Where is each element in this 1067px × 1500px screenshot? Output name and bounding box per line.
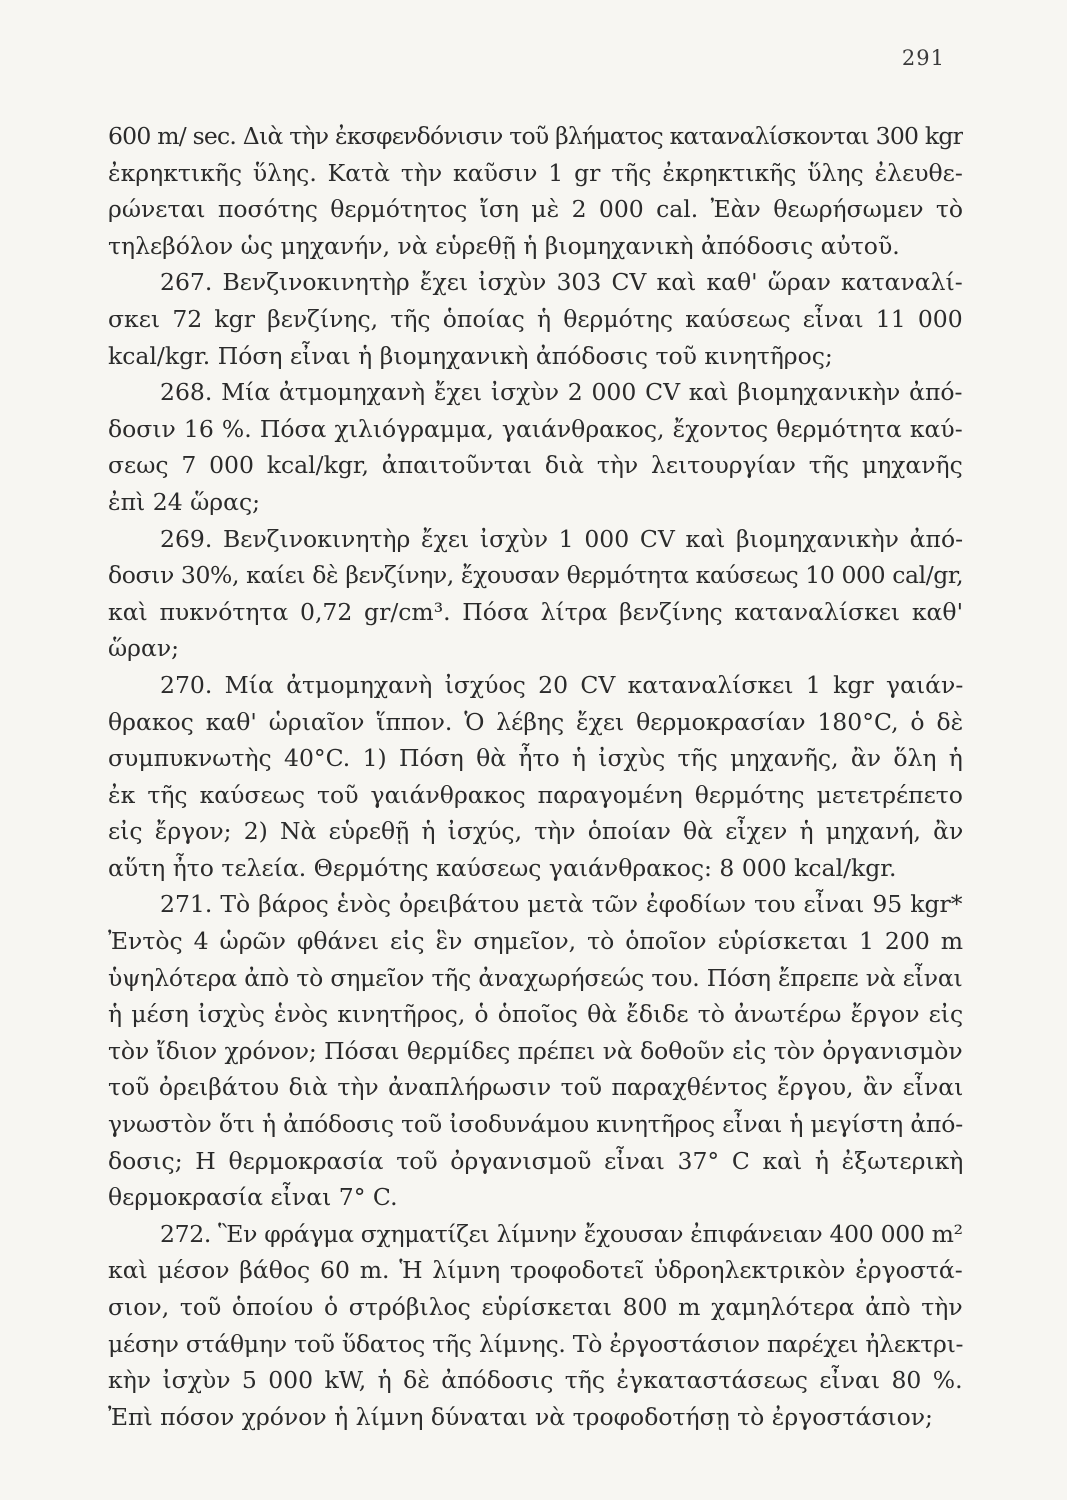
text-line: σεως 7 000 kcal/kgr, ἀπαιτοῦνται διὰ τὴν λειτουργίαν τῆς μηχανῆς [108,451,963,480]
paragraph-continuation [108,118,963,264]
text-line: kcal/kgr. Πόση εἶναι ἡ βιομηχανικὴ ἀπόδοσις τοῦ κινητῆρος; [108,341,833,370]
paragraph-problem-271 [108,886,963,1215]
text-line: 267. Βενζινοκινητὴρ ἔχει ἰσχὺν 303 CV καὶ καθ' ὥραν καταναλί- [160,268,963,297]
text-line: Ἐντὸς 4 ὡρῶν φθάνει εἰς ἓν σημεῖον, τὸ ὁποῖον εὑρίσκεται 1 200 m [108,927,963,956]
text-line: εἰς ἔργον; 2) Νὰ εὑρεθῇ ἡ ἰσχύς, τὴν ὁποίαν θὰ εἶχεν ἡ μηχανή, ἂν [108,817,963,846]
text-line: καὶ πυκνότητα 0,72 gr/cm³. Πόσα λίτρα βενζίνης καταναλίσκει καθ' [108,597,963,626]
text-line: σιον, τοῦ ὁποίου ὁ στρόβιλος εὑρίσκεται 800 m χαμηλότερα ἀπὸ τὴν [108,1293,963,1321]
text-line: ρώνεται ποσότης θερμότητος ἴση μὲ 2 000 cal. Ἐὰν θεωρήσωμεν τὸ [108,195,963,224]
paragraph-problem-272 [108,1216,963,1436]
text-line: γνωστὸν ὅτι ἡ ἀπόδοσις τοῦ ἰσοδυνάμου κινητῆρος εἶναι ἡ μεγίστη ἀπό- [108,1110,963,1139]
text-line: ὥραν; [108,634,180,663]
text-line: ἐκρηκτικῆς ὕλης. Κατὰ τὴν καῦσιν 1 gr τῆς ἐκρηκτικῆς ὕλης ἐλευθε- [108,158,963,187]
text-line: δοσις; Η θερμοκρασία τοῦ ὀργανισμοῦ εἶναι 37° C καὶ ἡ ἐξωτερικὴ [108,1146,963,1175]
text-line: 269. Βενζινοκινητὴρ ἔχει ἰσχὺν 1 000 CV καὶ βιομηχανικὴν ἀπό- [160,524,963,553]
text-line: ὑψηλότερα ἀπὸ τὸ σημεῖον τῆς ἀναχωρήσεώς του. Πόση ἔπρεπε νὰ εἶναι [108,963,963,992]
text-line: δοσιν 30%, καίει δὲ βενζίνην, ἔχουσαν θερμότητα καύσεως 10 000 cal/gr, [108,561,963,590]
text-line: αὕτη ἦτο τελεία. Θερμότης καύσεως γαιάνθρακος: 8 000 kcal/kgr. [108,853,897,882]
text-line: ἐπὶ 24 ὥρας; [108,487,261,516]
text-line: τὸν ἴδιον χρόνον; Πόσαι θερμίδες πρέπει νὰ δοθοῦν εἰς τὸν ὀργανισμὸν [108,1036,963,1065]
text-line: Ἐπὶ πόσον χρόνον ἡ λίμνη δύναται νὰ τροφοδοτήσῃ τὸ ἐργοστάσιον; [108,1402,933,1431]
paragraph-problem-270 [108,667,963,887]
text-line: 270. Μία ἀτμομηχανὴ ἰσχύος 20 CV καταναλίσκει 1 kgr γαιάν- [160,670,963,699]
text-line: ἐκ τῆς καύσεως τοῦ γαιάνθρακος παραγομένη θερμότης μετετρέπετο [108,780,963,809]
text-line: 272. Ἓν φράγμα σχηματίζει λίμνην ἔχουσαν ἐπιφάνειαν 400 000 m² [160,1219,963,1248]
paragraph-problem-267 [108,264,963,374]
page-number: 291 [901,46,945,70]
text-line: θρακος καθ' ὡριαῖον ἵππον. Ὁ λέβης ἔχει θερμοκρασίαν 180°C, ὁ δὲ [108,707,963,736]
text-line: καὶ μέσον βάθος 60 m. Ἡ λίμνη τροφοδοτεῖ ὑδροηλεκτρικὸν ἐργοστά- [108,1256,963,1285]
text-line: 271. Τὸ βάρος ἑνὸς ὀρειβάτου μετὰ τῶν ἐφοδίων του εἶναι 95 kgr* [160,890,963,919]
text-line: συμπυκνωτὴς 40°C. 1) Πόση θὰ ἦτο ἡ ἰσχὺς τῆς μηχανῆς, ἂν ὅλη ἡ [108,744,963,773]
text-line: μέσην στάθμην τοῦ ὕδατος τῆς λίμνης. Τὸ ἐργοστάσιον παρέχει ἠλεκτρι- [108,1329,963,1358]
text-line: θερμοκρασία εἶναι 7° C. [108,1183,398,1212]
text-block [108,118,963,1435]
text-line: δοσιν 16 %. Πόσα χιλιόγραμμα, γαιάνθρακος, ἔχοντος θερμότητα καύ- [108,414,963,443]
text-line: τοῦ ὀρειβάτου διὰ τὴν ἀναπλήρωσιν τοῦ παραχθέντος ἔργου, ἂν εἶναι [108,1073,963,1102]
text-line: σκει 72 kgr βενζίνης, τῆς ὁποίας ἡ θερμότης καύσεως εἶναι 11 000 [108,304,963,333]
paragraph-problem-268 [108,374,963,520]
text-line: 600 m/ sec. Διὰ τὴν ἐκσφενδόνισιν τοῦ βλήματος καταναλίσκονται 300 kgr [108,122,963,150]
paragraph-problem-269 [108,521,963,667]
text-line: τηλεβόλον ὡς μηχανήν, νὰ εὑρεθῇ ἡ βιομηχανικὴ ἀπόδοσις αὐτοῦ. [108,231,900,260]
text-line: ἡ μέση ἰσχὺς ἑνὸς κινητῆρος, ὁ ὁποῖος θὰ ἔδιδε τὸ ἀνωτέρω ἔργον εἰς [108,1000,963,1029]
text-line: κὴν ἰσχὺν 5 000 kW, ἡ δὲ ἀπόδοσις τῆς ἐγκαταστάσεως εἶναι 80 %. [108,1366,963,1395]
text-line: 268. Μία ἀτμομηχανὴ ἔχει ἰσχὺν 2 000 CV καὶ βιομηχανικὴν ἀπό- [160,378,963,407]
